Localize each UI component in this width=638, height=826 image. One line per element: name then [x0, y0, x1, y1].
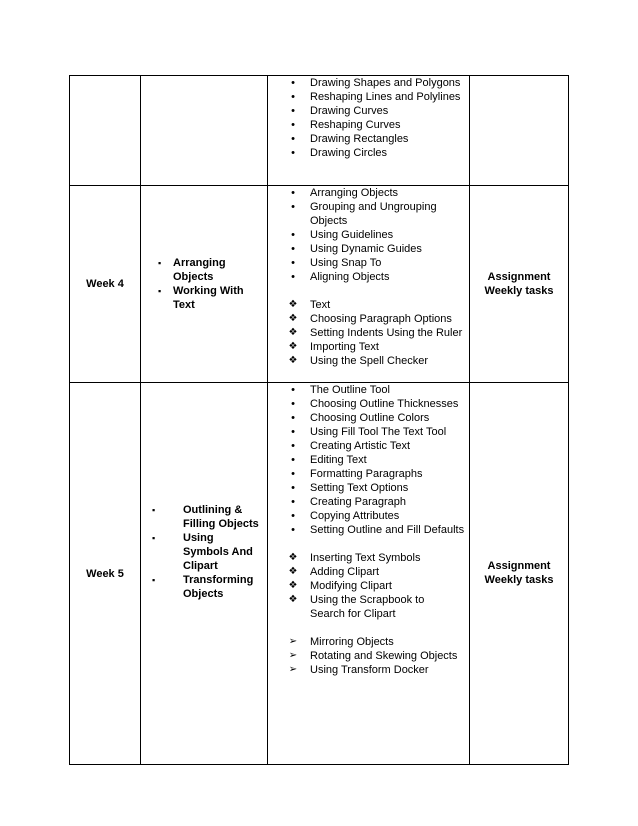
square-bullet-icon: ▪ — [152, 533, 156, 543]
list-item: • Choosing Outline Thicknesses — [283, 397, 468, 411]
bullet-icon: • — [291, 398, 295, 410]
assessment-label: Assignment Weekly tasks — [484, 560, 554, 586]
list-item: ❖ Choosing Paragraph Options — [283, 312, 468, 326]
bullet-icon: • — [291, 119, 295, 131]
list-item: ❖ Setting Indents Using the Ruler — [283, 326, 468, 340]
list-item: • Using Dynamic Guides — [283, 242, 468, 256]
square-bullet-icon: ▪ — [152, 505, 156, 515]
diamond-bullet-icon: ❖ — [288, 299, 298, 310]
list-item: ➢ Using Transform Docker — [283, 663, 468, 677]
topic-item: ▪ Transforming Objects — [152, 574, 254, 600]
list-item: • Creating Paragraph — [283, 495, 468, 509]
list-item: ❖ Text — [283, 298, 468, 312]
bullet-icon: • — [291, 187, 295, 199]
table-border-left — [69, 75, 70, 765]
week-label: Week 5 — [86, 568, 124, 580]
row3-topics-list — [141, 503, 267, 601]
bullet-icon: • — [291, 468, 295, 480]
bullet-icon: • — [291, 426, 295, 438]
list-item: • Drawing Shapes and Polygons — [283, 76, 468, 90]
list-item: • Drawing Rectangles — [283, 132, 468, 146]
row3-content-list — [283, 383, 468, 677]
bullet-icon: • — [291, 257, 295, 269]
row2-topics-list — [141, 256, 267, 312]
bullet-icon: • — [291, 510, 295, 522]
diamond-bullet-icon: ❖ — [288, 580, 298, 591]
topic-item: ▪ Using Symbols And Clipart — [152, 532, 253, 572]
list-item: • Reshaping Lines and Polylines — [283, 90, 468, 104]
square-bullet-icon: ▪ — [158, 258, 162, 268]
square-bullet-icon: ▪ — [158, 286, 162, 296]
bullet-icon: • — [291, 496, 295, 508]
row2-content-list — [283, 186, 468, 368]
list-item: • Drawing Curves — [283, 104, 468, 118]
list-item: ❖ Importing Text — [283, 340, 468, 354]
bullet-icon: • — [291, 229, 295, 241]
topic-item: ▪ Arranging Objects — [158, 257, 226, 283]
list-item: • The Outline Tool — [283, 383, 468, 397]
column-divider — [469, 75, 470, 765]
list-item: • Using Snap To — [283, 256, 468, 270]
square-bullet-icon: ▪ — [152, 575, 156, 585]
list-item: ❖ Using the Spell Checker — [283, 354, 468, 368]
bullet-icon: • — [291, 133, 295, 145]
bullet-icon: • — [291, 482, 295, 494]
arrow-bullet-icon: ➢ — [288, 636, 298, 647]
column-divider — [140, 75, 141, 765]
bullet-icon: • — [291, 91, 295, 103]
diamond-bullet-icon: ❖ — [288, 594, 298, 605]
diamond-bullet-icon: ❖ — [288, 566, 298, 577]
bullet-icon: • — [291, 440, 295, 452]
list-item: • Reshaping Curves — [283, 118, 468, 132]
bullet-icon: • — [291, 524, 295, 536]
diamond-bullet-icon: ❖ — [288, 355, 298, 366]
arrow-bullet-icon: ➢ — [288, 664, 298, 675]
list-item: ❖ Adding Clipart — [283, 565, 468, 579]
assessment-label: Assignment Weekly tasks — [484, 271, 554, 297]
bullet-icon: • — [291, 271, 295, 283]
list-item: • Grouping and Ungrouping Objects — [283, 200, 468, 228]
list-item: • Setting Text Options — [283, 481, 468, 495]
column-divider — [267, 75, 268, 765]
bullet-icon: • — [291, 201, 295, 213]
week-label: Week 4 — [86, 278, 124, 290]
list-item: • Formatting Paragraphs — [283, 467, 468, 481]
diamond-bullet-icon: ❖ — [288, 341, 298, 352]
list-item: ❖ Using the Scrapbook to Search for Clipart — [283, 593, 468, 621]
bullet-icon: • — [291, 384, 295, 396]
list-item: • Setting Outline and Fill Defaults — [283, 523, 468, 537]
topic-item: ▪ Working With Text — [158, 285, 244, 311]
list-item: • Aligning Objects — [283, 270, 468, 284]
list-item: • Creating Artistic Text — [283, 439, 468, 453]
diamond-bullet-icon: ❖ — [288, 327, 298, 338]
row1-content-list — [283, 76, 468, 160]
bullet-icon: • — [291, 147, 295, 159]
bullet-icon: • — [291, 77, 295, 89]
list-item: ❖ Inserting Text Symbols — [283, 551, 468, 565]
bullet-icon: • — [291, 412, 295, 424]
bullet-icon: • — [291, 243, 295, 255]
arrow-bullet-icon: ➢ — [288, 650, 298, 661]
list-item: ❖ Modifying Clipart — [283, 579, 468, 593]
diamond-bullet-icon: ❖ — [288, 313, 298, 324]
list-item: • Choosing Outline Colors — [283, 411, 468, 425]
topic-item: ▪ Outlining & Filling Objects — [152, 504, 259, 530]
bullet-icon: • — [291, 105, 295, 117]
table-border-right — [568, 75, 569, 765]
list-item: • Drawing Circles — [283, 146, 468, 160]
list-item: • Arranging Objects — [283, 186, 468, 200]
list-item: • Using Guidelines — [283, 228, 468, 242]
list-item: ➢ Rotating and Skewing Objects — [283, 649, 468, 663]
list-item: • Using Fill Tool The Text Tool — [283, 425, 468, 439]
diamond-bullet-icon: ❖ — [288, 552, 298, 563]
list-item: • Copying Attributes — [283, 509, 468, 523]
list-item: ➢ Mirroring Objects — [283, 635, 468, 649]
table-border-bottom — [69, 764, 569, 765]
bullet-icon: • — [291, 454, 295, 466]
list-item: • Editing Text — [283, 453, 468, 467]
